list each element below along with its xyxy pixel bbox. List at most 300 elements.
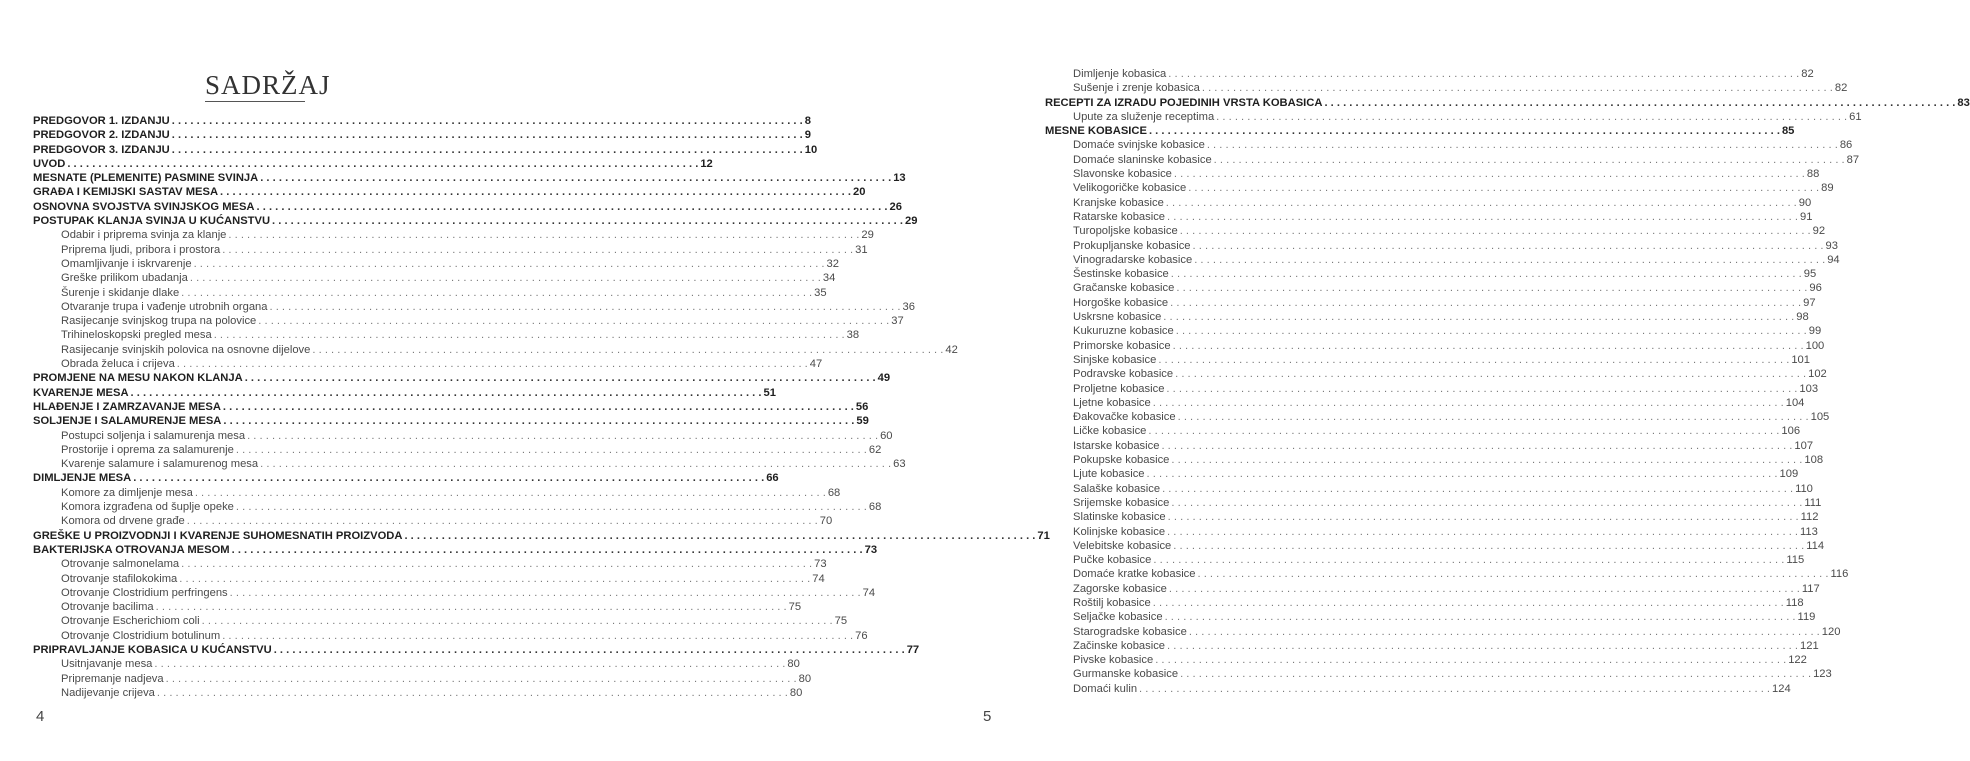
toc-entry-label: Otrovanje Escherichiom coli	[61, 615, 200, 628]
toc-entry-label: Turopoljske kobasice	[1073, 225, 1178, 238]
toc-entry	[1045, 510, 1819, 524]
toc-entry-label: Kolinjske kobasice	[1073, 525, 1166, 538]
dot-leader	[1174, 167, 1805, 181]
toc-entry	[1045, 396, 1805, 410]
toc-entry-page: 36	[902, 300, 915, 313]
toc-entry	[33, 686, 803, 700]
toc-entry-label: UVOD	[33, 157, 66, 170]
toc-entry	[1045, 682, 1791, 696]
dot-leader	[1153, 396, 1784, 410]
toc-entry-label: Komora od drvene građe	[61, 515, 185, 528]
toc-entry-page: 20	[853, 186, 866, 199]
toc-entry-page: 88	[1806, 168, 1820, 181]
toc-entry	[1045, 324, 1822, 338]
toc-entry	[1045, 353, 1810, 367]
toc-entry-page: 103	[1799, 382, 1819, 395]
toc-entry-label: PROMJENE NA MESU NAKON KLANJA	[33, 372, 243, 385]
toc-entry-page: 104	[1785, 396, 1805, 409]
toc-entry-page: 95	[1803, 268, 1817, 281]
dot-leader	[1171, 496, 1802, 510]
toc-entry-page: 60	[880, 429, 893, 442]
toc-entry-label: Omamljivanje i iskrvarenje	[61, 257, 192, 270]
toc-entry-label: Gračanske kobasice	[1073, 282, 1175, 295]
toc-entry-page: 74	[812, 572, 825, 585]
toc-entry-label: Slatinske kobasice	[1073, 511, 1166, 524]
toc-entry-page: 26	[889, 200, 902, 213]
dot-leader	[1148, 424, 1779, 438]
toc-entry-label: Obrada želuca i crijeva	[61, 358, 175, 371]
toc-entry	[33, 300, 915, 314]
toc-entry	[1045, 96, 1970, 110]
dot-leader	[1173, 539, 1804, 553]
toc-entry-page: 90	[1798, 196, 1812, 209]
toc-entry-label: Prostorije i oprema za salamurenje	[61, 443, 234, 456]
dot-leader	[1168, 67, 1799, 81]
toc-entry	[33, 143, 818, 157]
toc-entry-label: Proljetne kobasice	[1073, 382, 1165, 395]
toc-entry	[1045, 496, 1822, 510]
toc-entry	[1045, 667, 1832, 681]
page-number-left: 4	[36, 708, 45, 725]
toc-entry-label: Odabir i priprema svinja za klanje	[61, 229, 227, 242]
toc-entry-label: Otvaranje trupa i vađenje utrobnih organa	[61, 300, 268, 313]
dot-leader	[1153, 596, 1784, 610]
toc-entry-label: Vinogradarske kobasice	[1073, 253, 1193, 266]
toc-entry-page: 82	[1801, 68, 1814, 80]
toc-entry-page: 10	[804, 143, 818, 156]
toc-entry-page: 119	[1797, 611, 1816, 624]
toc-entry-label: PREDGOVOR 2. IZDANJU	[33, 129, 170, 142]
toc-entry-label: Otrovanje Clostridium perfringens	[61, 586, 228, 599]
toc-entry-page: 100	[1805, 339, 1825, 352]
toc-entry-label: BAKTERIJSKA OTROVANJA MESOM	[33, 543, 230, 556]
toc-entry-page: 121	[1800, 639, 1819, 652]
toc-entry-label: RECEPTI ZA IZRADU POJEDINIH VRSTA KOBASICA	[1045, 96, 1323, 109]
toc-entry	[1045, 525, 1818, 539]
toc-entry	[33, 457, 906, 471]
toc-entry-label: Gurmanske kobasice	[1073, 668, 1179, 681]
toc-entry-label: GRAĐA I KEMIJSKI SASTAV MESA	[33, 186, 219, 199]
toc-entry-label: Horgoške kobasice	[1073, 296, 1169, 309]
toc-entry-label: Komore za dimljenje mesa	[61, 486, 193, 499]
toc-entry	[33, 486, 841, 500]
toc-entry	[1045, 67, 1814, 81]
toc-entry-label: Kvarenje salamure i salamurenog mesa	[61, 458, 259, 471]
toc-entry-page: 83	[1957, 96, 1970, 109]
dot-leader	[1216, 110, 1847, 124]
toc-list-right	[1045, 67, 1970, 696]
toc-entry	[1045, 153, 1860, 167]
toc-list-left	[33, 114, 1050, 700]
toc-entry	[1045, 567, 1849, 581]
toc-entry-page: 63	[893, 458, 906, 471]
toc-entry-page: 106	[1781, 425, 1801, 438]
toc-entry-page: 93	[1825, 239, 1838, 252]
toc-entry	[33, 572, 825, 586]
toc-entry-page: 47	[809, 358, 823, 371]
title-underline	[205, 101, 305, 102]
toc-entry	[1045, 267, 1817, 281]
dot-leader	[1155, 653, 1786, 667]
toc-entry-page: 75	[834, 615, 848, 628]
toc-entry	[1045, 239, 1838, 253]
toc-entry-label: Kukuruzne kobasice	[1073, 325, 1174, 338]
toc-entry-page: 77	[906, 643, 920, 656]
toc-entry-page: 51	[763, 386, 776, 399]
dot-leader	[1147, 467, 1778, 481]
toc-entry	[1045, 596, 1804, 610]
toc-entry-page: 117	[1801, 582, 1820, 595]
toc-entry	[1045, 296, 1816, 310]
toc-entry-label: Sušenje i zrenje kobasica	[1073, 82, 1200, 95]
toc-entry-label: Salaške kobasice	[1073, 482, 1161, 495]
toc-entry-label: Začinske kobasice	[1073, 639, 1166, 652]
dot-leader	[1176, 324, 1807, 338]
toc-entry-label: Trihineloskopski pregled mesa	[61, 329, 212, 342]
toc-entry	[1045, 625, 1841, 639]
dot-leader	[1193, 239, 1824, 253]
toc-entry	[33, 500, 882, 514]
toc-entry	[33, 600, 802, 614]
toc-entry-page: 32	[826, 257, 839, 270]
toc-entry-page: 124	[1772, 682, 1791, 695]
toc-entry-page: 75	[788, 601, 802, 614]
toc-entry	[1045, 582, 1820, 596]
toc-entry	[33, 328, 860, 342]
dot-leader	[1173, 339, 1804, 353]
toc-entry-page: 80	[787, 658, 800, 671]
toc-entry-page: 118	[1785, 596, 1804, 609]
toc-entry-page: 114	[1806, 539, 1825, 552]
dot-leader	[1175, 367, 1806, 381]
toc-entry-label: Istarske kobasice	[1073, 439, 1160, 452]
toc-entry-page: 31	[855, 243, 868, 256]
toc-entry-page: 109	[1779, 468, 1799, 481]
toc-entry-label: Dimljenje kobasica	[1073, 68, 1167, 80]
toc-entry-label: Postupci soljenja i salamurenja mesa	[61, 429, 246, 442]
toc-entry-label: Slavonske kobasice	[1073, 168, 1172, 181]
dot-leader	[1202, 81, 1833, 95]
toc-entry-page: 80	[789, 686, 803, 699]
toc-entry-label: PREDGOVOR 1. IZDANJU	[33, 115, 170, 127]
toc-entry-page: 35	[814, 286, 827, 299]
toc-entry-label: Komora izgrađena od šuplje opeke	[61, 501, 234, 514]
toc-entry-page: 76	[855, 629, 868, 642]
toc-entry-label: Ratarske kobasice	[1073, 210, 1166, 223]
toc-entry-page: 86	[1839, 139, 1853, 152]
toc-entry	[33, 157, 713, 171]
toc-entry-page: 98	[1796, 311, 1809, 324]
toc-entry	[33, 257, 839, 271]
toc-entry-label: Otrovanje salmonelama	[61, 558, 180, 571]
toc-entry-label: PRIPRAVLJANJE KOBASICA U KUĆANSTVU	[33, 643, 272, 656]
toc-entry-label: Otrovanje bacilima	[61, 601, 154, 614]
dot-leader	[1167, 210, 1798, 224]
toc-entry-label: Priprema ljudi, pribora i prostora	[61, 243, 221, 256]
toc-entry-page: 94	[1827, 253, 1840, 266]
toc-entry-label: Ljute kobasice	[1073, 468, 1145, 481]
toc-entry	[33, 443, 882, 457]
toc-entry	[1045, 138, 1853, 152]
toc-entry	[33, 386, 776, 400]
toc-entry-page: 68	[827, 486, 841, 499]
dot-leader	[1168, 510, 1799, 524]
toc-entry-page: 73	[864, 543, 878, 556]
toc-entry-label: Rasijecanje svinjskog trupa na polovice	[61, 315, 257, 328]
toc-entry-page: 62	[868, 443, 882, 456]
toc-entry-page: 61	[1849, 110, 1862, 123]
toc-entry	[33, 471, 779, 485]
toc-entry	[1045, 224, 1826, 238]
toc-entry	[1045, 339, 1825, 353]
toc-entry-page: 91	[1800, 210, 1813, 223]
toc-entry-page: 110	[1795, 482, 1813, 495]
toc-entry-label: Srijemske kobasice	[1073, 496, 1170, 509]
toc-entry-label: MESNE KOBASICE	[1045, 125, 1147, 138]
toc-entry-page: 85	[1781, 125, 1795, 138]
toc-entry-page: 89	[1821, 182, 1834, 195]
dot-leader	[1166, 196, 1797, 210]
toc-entry-page: 56	[855, 400, 869, 413]
toc-entry-label: MESNATE (PLEMENITE) PASMINE SVINJA	[33, 172, 259, 185]
toc-entry	[33, 429, 893, 443]
toc-entry-page: 12	[700, 157, 713, 170]
toc-entry-page: 97	[1803, 296, 1816, 309]
toc-entry-label: POSTUPAK KLANJA SVINJA U KUĆANSTVU	[33, 215, 271, 228]
dot-leader	[1158, 353, 1789, 367]
toc-entry	[1045, 196, 1812, 210]
toc-entry-page: 34	[822, 272, 836, 285]
toc-entry-page: 13	[893, 172, 906, 185]
toc-entry	[33, 672, 812, 686]
dot-leader	[1165, 610, 1796, 624]
toc-entry-label: Domaće svinjske kobasice	[1073, 139, 1205, 152]
toc-entry-label: Sinjske kobasice	[1073, 353, 1157, 366]
toc-entry-page: 59	[856, 415, 869, 428]
toc-entry-label: OSNOVNA SVOJSTVA SVINJSKOG MESA	[33, 200, 255, 213]
toc-entry-label: Primorske kobasice	[1073, 339, 1171, 352]
toc-entry-label: PREDGOVOR 3. IZDANJU	[33, 143, 170, 156]
toc-entry-page: 37	[891, 315, 904, 328]
toc-entry	[1045, 81, 1848, 95]
toc-entry	[33, 243, 868, 257]
dot-leader	[1171, 453, 1802, 467]
dot-leader	[1194, 253, 1825, 267]
dot-leader	[1198, 567, 1829, 581]
toc-entry-page: 49	[877, 372, 891, 385]
toc-entry-page: 115	[1786, 554, 1805, 567]
toc-entry-label: Šurenje i skidanje dlake	[61, 286, 180, 299]
toc-entry	[1045, 467, 1799, 481]
dot-leader	[1149, 124, 1780, 138]
toc-entry-page: 107	[1794, 439, 1814, 452]
dot-leader	[1167, 639, 1798, 653]
toc-entry-label: Velikogoričke kobasice	[1073, 182, 1187, 195]
toc-entry-page: 82	[1834, 82, 1848, 95]
toc-entry-label: Ličke kobasice	[1073, 425, 1147, 438]
toc-entry-label: Velebitske kobasice	[1073, 539, 1172, 552]
toc-entry	[1045, 210, 1813, 224]
toc-entry-label: Rasijecanje svinjskih polovica na osnovne dijelove	[61, 343, 311, 356]
toc-entry-label: Kranjske kobasice	[1073, 196, 1164, 209]
toc-entry	[33, 271, 836, 285]
toc-entry	[33, 586, 876, 600]
toc-entry	[33, 543, 878, 557]
toc-entry-label: HLAĐENJE I ZAMRZAVANJE MESA	[33, 400, 221, 413]
dot-leader	[1167, 525, 1798, 539]
toc-entry-page: 102	[1808, 368, 1827, 381]
toc-entry	[33, 228, 874, 242]
toc-entry	[33, 643, 920, 657]
toc-entry-label: Domaće kratke kobasice	[1073, 568, 1196, 581]
toc-entry-label: Domaći kulin	[1073, 682, 1138, 695]
toc-entry-page: 87	[1846, 153, 1860, 166]
toc-entry	[1045, 167, 1820, 181]
toc-entry-page: 122	[1788, 654, 1807, 667]
toc-entry-label: Uskrsne kobasice	[1073, 311, 1162, 324]
toc-entry-page: 42	[945, 343, 958, 356]
toc-entry-label: Pučke kobasice	[1073, 554, 1152, 567]
toc-entry-page: 101	[1791, 353, 1810, 366]
toc-entry-page: 70	[819, 515, 833, 528]
toc-entry-page: 68	[868, 501, 882, 514]
toc-entry-label: Nadijevanje crijeva	[61, 686, 155, 699]
dot-leader	[1139, 682, 1770, 696]
dot-leader	[1163, 310, 1794, 324]
toc-entry-label: GREŠKE U PROIZVODNJI I KVARENJE SUHOMESNATIH PROIZVODA	[33, 529, 403, 542]
toc-entry-label: Upute za služenje receptima	[1073, 110, 1215, 123]
toc-title: SADRŽAJ	[205, 70, 331, 100]
toc-entry-label: Zagorske kobasice	[1073, 582, 1167, 595]
toc-entry-label: Domaće slaninske kobasice	[1073, 153, 1212, 166]
toc-entry	[33, 343, 958, 357]
toc-entry-page: 99	[1808, 325, 1822, 338]
toc-entry-label: SOLJENJE I SALAMURENJE MESA	[33, 415, 222, 428]
dot-leader	[1188, 181, 1819, 195]
dot-leader	[1161, 439, 1792, 453]
toc-entry	[1045, 310, 1809, 324]
toc-entry-page: 71	[1037, 529, 1050, 542]
toc-entry-page: 112	[1800, 511, 1819, 524]
toc-entry-page: 105	[1810, 411, 1830, 424]
toc-entry	[33, 214, 918, 228]
dot-leader	[1207, 138, 1838, 152]
toc-entry	[1045, 482, 1813, 496]
dot-leader	[1178, 410, 1809, 424]
toc-entry	[1045, 424, 1801, 438]
toc-entry	[1045, 439, 1814, 453]
toc-entry	[1045, 110, 1862, 124]
toc-entry	[1045, 453, 1824, 467]
toc-entry-label: Đakovačke kobasice	[1073, 411, 1176, 424]
toc-entry-page: 9	[804, 129, 811, 142]
dot-leader	[1171, 267, 1802, 281]
toc-entry-label: Otrovanje Clostridium botulinum	[61, 629, 221, 642]
dot-leader	[1189, 625, 1820, 639]
toc-entry	[33, 629, 868, 643]
toc-entry-page: 73	[814, 558, 827, 571]
toc-entry	[33, 657, 800, 671]
toc-entry-label: Ljetne kobasice	[1073, 396, 1151, 409]
toc-entry-label: Pivske kobasice	[1073, 654, 1154, 667]
toc-entry	[1045, 181, 1834, 195]
toc-entry-label: Podravske kobasice	[1073, 368, 1174, 381]
toc-entry-label: Starogradske kobasice	[1073, 625, 1187, 638]
toc-entry	[33, 371, 891, 385]
toc-entry	[33, 557, 827, 571]
toc-entry-label: Roštilj kobasice	[1073, 596, 1151, 609]
dot-leader	[1162, 482, 1793, 496]
page-number-right: 5	[983, 708, 992, 725]
dot-leader	[1324, 96, 1955, 110]
toc-entry-page: 8	[804, 115, 811, 127]
dot-leader	[1180, 224, 1811, 238]
toc-entry-page: 92	[1812, 225, 1826, 238]
toc-entry-page: 66	[766, 472, 779, 485]
toc-entry-page: 113	[1800, 525, 1818, 538]
toc-entry	[1045, 124, 1795, 138]
toc-entry-label: Greške prilikom ubadanja	[61, 272, 188, 285]
toc-entry-page: 111	[1804, 496, 1822, 509]
toc-entry	[33, 114, 811, 128]
toc-entry-label: Pripremanje nadjeva	[61, 672, 164, 685]
toc-entry	[1045, 639, 1819, 653]
toc-entry	[33, 614, 848, 628]
toc-entry	[1045, 653, 1807, 667]
toc-entry	[33, 529, 1050, 543]
toc-entry-page: 29	[861, 229, 874, 242]
toc-entry-page: 74	[862, 586, 876, 599]
toc-entry-page: 29	[905, 215, 918, 228]
toc-entry	[33, 514, 833, 528]
toc-entry	[33, 357, 823, 371]
dot-leader	[1170, 296, 1801, 310]
toc-entry-label: Pokupske kobasice	[1073, 454, 1170, 467]
toc-entry	[1045, 610, 1816, 624]
toc-entry	[33, 400, 869, 414]
toc-entry	[33, 171, 906, 185]
toc-entry-label: Otrovanje stafilokokima	[61, 572, 178, 585]
toc-entry-label: DIMLJENJE MESA	[33, 472, 132, 485]
toc-entry-label: Usitnjavanje mesa	[61, 658, 153, 671]
toc-entry	[33, 314, 904, 328]
toc-entry-page: 96	[1809, 282, 1822, 295]
toc-entry-page: 80	[798, 672, 812, 685]
toc-entry-page: 120	[1821, 625, 1841, 638]
toc-entry	[33, 185, 866, 199]
toc-entry	[1045, 539, 1825, 553]
dot-leader	[1214, 153, 1845, 167]
toc-entry-label: KVARENJE MESA	[33, 386, 129, 399]
dot-leader	[1169, 582, 1800, 596]
toc-entry	[1045, 253, 1840, 267]
toc-entry-page: 108	[1804, 454, 1824, 467]
toc-entry-page: 123	[1813, 668, 1832, 681]
toc-entry-label: Seljačke kobasice	[1073, 611, 1163, 624]
toc-entry	[1045, 382, 1819, 396]
toc-entry	[1045, 281, 1822, 295]
toc-entry	[1045, 553, 1805, 567]
dot-leader	[1153, 553, 1784, 567]
dot-leader	[1166, 382, 1797, 396]
toc-entry	[33, 414, 869, 428]
toc-entry	[33, 200, 902, 214]
toc-entry-page: 38	[846, 329, 860, 342]
toc-entry	[33, 128, 811, 142]
toc-entry-page: 116	[1830, 568, 1849, 581]
toc-entry	[33, 286, 827, 300]
toc-entry-label: Šestinske kobasice	[1073, 268, 1169, 281]
